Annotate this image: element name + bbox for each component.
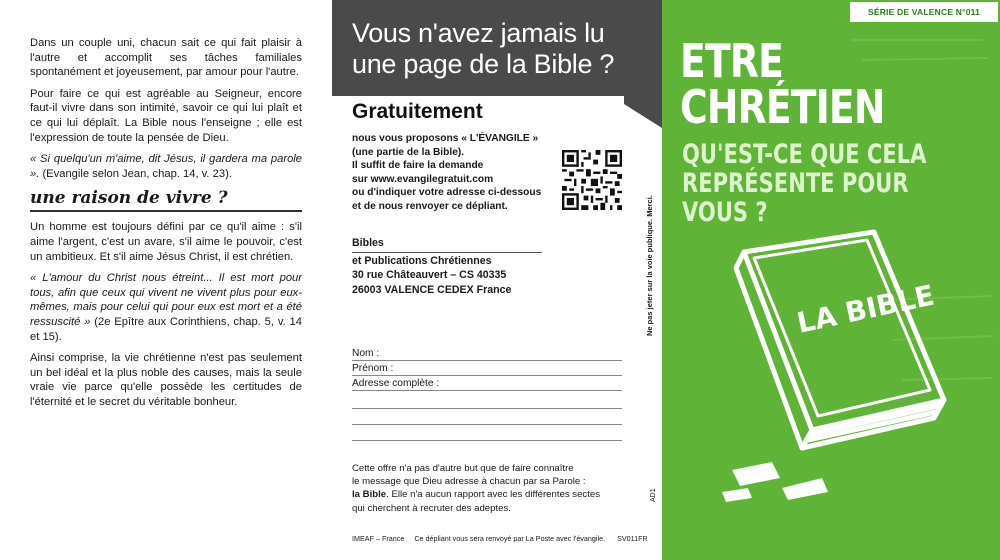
address-form xyxy=(352,348,622,441)
paragraph-seigneur: Pour faire ce qui est agréable au Seigneur, encore faut-il vivre dans son intimité, savoir ce qui lui plaît et ce qui lui déplaît. La Bible nous l'enseigne ; elle est l'expression de toute la pensée de Dieu. xyxy=(30,87,302,144)
header-title-line1: Vous n'avez jamais lu xyxy=(352,18,605,48)
quote-jean xyxy=(30,152,302,181)
cover-subtitle xyxy=(682,140,926,227)
book-label: LA BIBLE xyxy=(794,278,938,340)
offer-website[interactable]: sur www.evangilegratuit.com xyxy=(352,173,494,185)
disclaimer-line: qui cherchent à recruter des adeptes. xyxy=(352,502,511,514)
left-panel xyxy=(0,0,332,560)
address-field-line[interactable] xyxy=(352,425,622,441)
cover-subtitle-line1: QU'EST-CE QUE CELA xyxy=(682,139,927,170)
address-line: Bibles xyxy=(352,237,384,249)
firstname-field[interactable]: Prénom : xyxy=(352,363,622,376)
quote-corinthiens-ref: (2e Epître aux Corinthiens, chap. 5, v. 14 et 15). xyxy=(30,315,302,343)
address-line: 30 rue Châteauvert – CS 40335 xyxy=(352,269,507,282)
name-field[interactable]: Nom : xyxy=(352,348,622,361)
disclaimer-line: Cette offre n'a pas d'autre but que de faire connaître xyxy=(352,463,574,474)
left-text-column xyxy=(30,36,302,416)
offer-line: nous vous proposons « L'ÉVANGILE » xyxy=(352,133,539,144)
disclaimer-line xyxy=(352,488,642,501)
quote-corinthiens-text: « L'amour du Christ nous étreint... Il est mort pour tous, afin que ceux qui vivent ne vivent plus pour eux-mêmes, mais pour celui qui pour eux est mort et a été ressuscité » xyxy=(30,272,302,328)
right-cover-panel xyxy=(662,0,1000,560)
cover-title-line1: ETRE xyxy=(680,34,784,88)
address-line: et Publications Chrétiennes xyxy=(352,255,492,268)
postal-address xyxy=(352,236,542,297)
cover-title xyxy=(680,34,885,134)
disclaimer xyxy=(352,462,642,515)
disclaimer-line: le message que Dieu adresse à chacun par sa Parole : xyxy=(352,476,586,488)
middle-panel xyxy=(332,0,662,560)
address-field[interactable]: Adresse complète : xyxy=(352,378,622,391)
section-heading: une raison de vivre ? xyxy=(30,188,302,212)
side-note-text: Ne pas jeter sur la voie publique. Merci. xyxy=(645,195,654,336)
header-title-line2: une page de la Bible ? xyxy=(352,49,615,79)
address-field-line[interactable] xyxy=(352,393,622,409)
offer-line: Il suffit de faire la demande xyxy=(352,160,484,172)
side-note-vertical xyxy=(645,160,655,340)
gratuit-heading: Gratuitement xyxy=(352,100,483,123)
address-line: 26003 VALENCE CEDEX France xyxy=(352,283,512,296)
footer-left: IMEAF – France xyxy=(352,534,405,543)
header-title xyxy=(352,18,652,80)
offer-line: (une partie de la Bible). xyxy=(352,146,465,158)
cover-subtitle-line3: VOUS ? xyxy=(682,197,768,228)
offer-text xyxy=(352,132,562,214)
paragraph-homme: Un homme est toujours défini par ce qu'il aime : s'il aime l'argent, c'est un avare, s'il aime le pouvoir, c'est un ambitieux. Et s'il aime Jésus Christ, il est chrétien. xyxy=(30,221,302,263)
cover-subtitle-line2: REPRÉSENTE POUR xyxy=(682,168,909,199)
cover-title-line2: CHRÉTIEN xyxy=(680,80,885,134)
paragraph-conclusion: Ainsi comprise, la vie chrétienne n'est pas seulement un bel idéal et la plus noble des causes, mais la seule vraie vie parce qu'elle possède les certitudes de l'éternité et le secret du véritable bonheur. xyxy=(30,352,302,408)
footer xyxy=(352,534,652,543)
quote-jean-text: « Si quelqu'un m'aime, dit Jésus, il gardera ma parole ». xyxy=(30,153,302,180)
address-rule xyxy=(352,252,542,253)
disclaimer-rest: . Elle n'a aucun rapport avec les différentes sectes xyxy=(386,489,601,501)
address-field-line[interactable] xyxy=(352,409,622,425)
series-badge: SÉRIE DE VALENCE N°011 xyxy=(850,2,998,22)
paragraph-couple: Dans un couple uni, chacun sait ce qui fait plaisir à l'autre et accomplit ses tâches familiales spontanément et joyeusement, par amour pour l'autre. xyxy=(30,37,302,79)
disclaimer-bible: la Bible xyxy=(352,489,387,501)
offer-line: ou d'indiquer votre adresse ci-dessous xyxy=(352,187,542,199)
quote-jean-ref: (Evangile selon Jean, chap. 14, v. 23). xyxy=(39,167,232,180)
footer-mid: Ce dépliant vous sera renvoyé par La Poste avec l'évangile. xyxy=(414,534,606,543)
footer-right: SV011FR xyxy=(617,534,648,543)
offer-line: et de nous renvoyer ce dépliant. xyxy=(352,200,508,212)
qr-code-icon[interactable] xyxy=(562,150,622,210)
quote-corinthiens xyxy=(30,271,302,344)
ad1-mark: AD1 xyxy=(650,488,657,502)
